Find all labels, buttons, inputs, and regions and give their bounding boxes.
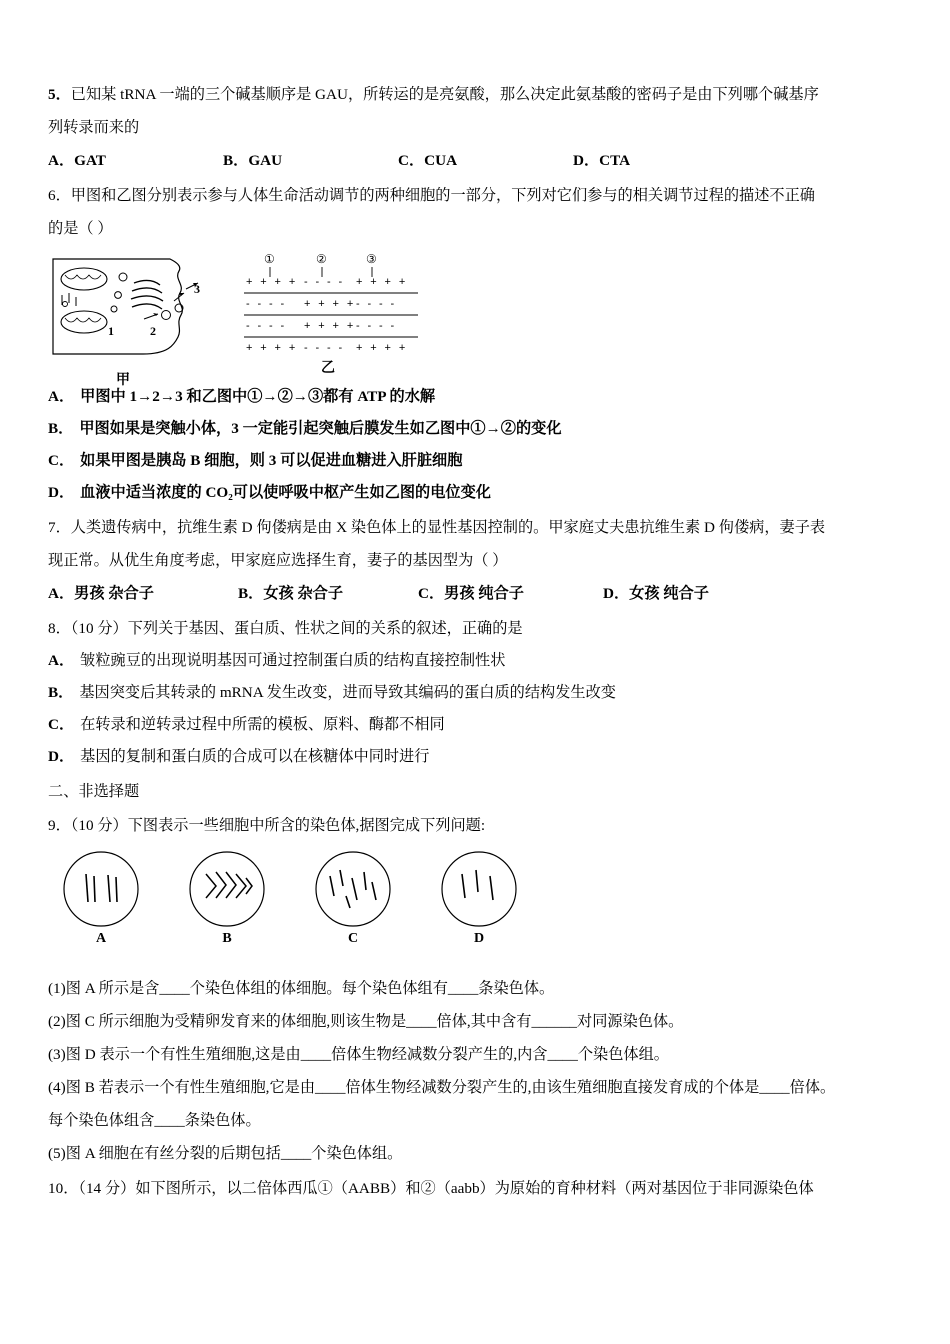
svg-text:①: ①: [264, 252, 275, 266]
question-10-number: 10．: [48, 1180, 79, 1197]
svg-text:- - - -: - - - -: [304, 342, 345, 354]
question-9-sub-2: (2)图 C 所示细胞为受精卵发育来的体细胞,则该生物是____倍体,其中含有______对同源染色体。: [48, 1013, 684, 1030]
question-5-option-a[interactable]: A．GAT: [48, 152, 106, 169]
question-9-figure: [48, 848, 910, 968]
question-9-sub-4-cont: 每个染色体组含____条染色体。: [48, 1112, 261, 1129]
cell-a-wrap: [54, 848, 148, 947]
question-6: [48, 179, 910, 509]
question-6-figure: [48, 249, 910, 388]
question-10-text: （14 分）如下图所示，以二倍体西瓜①（AABB）和②（aabb）为原始的育种材料（两对基因位于非同源染色体: [78, 1180, 814, 1197]
question-8-choice-d[interactable]: [48, 741, 910, 773]
question-9-stem-line: [48, 809, 910, 842]
question-6-choice-c-text: 如果甲图是胰岛 B 细胞，则 3 可以促进血糖进入肝脏细胞: [80, 452, 463, 469]
question-9-sub-5: (5)图 A 细胞在有丝分裂的后期包括____个染色体组。: [48, 1145, 403, 1162]
question-9-sub-3: (3)图 D 表示一个有性生殖细胞,这是由____倍体生物经减数分裂产生的,内含____个染色体组。: [48, 1046, 669, 1063]
question-6-choice-a-label: A．: [48, 388, 75, 405]
cell-label-c: C: [347, 931, 359, 946]
cell-label-b: B: [222, 931, 232, 946]
chromosome-cell-row: [54, 848, 910, 947]
question-6-text-1: 甲图和乙图分别表示参与人体生命活动调节的两种细胞的一部分，下列对它们参与的相关调节过程的描述不正确: [70, 187, 815, 204]
question-5-number: 5．: [48, 86, 71, 103]
question-5-line-2: 列转录而来的: [48, 119, 140, 136]
question-8: [48, 612, 910, 773]
svg-text:- - - -: - - - -: [356, 320, 397, 332]
question-5-options: [48, 144, 910, 177]
question-5-line-1: [48, 78, 910, 111]
cell-label-d: D: [473, 931, 485, 946]
question-6-choice-a-text: 甲图中 1→2→3 和乙图中①→②→③都有 ATP 的水解: [80, 388, 436, 405]
question-7-option-d[interactable]: D．女孩 纯合子: [603, 585, 709, 602]
question-6-line-2: 的是（ ）: [48, 220, 113, 237]
svg-text:②: ②: [316, 252, 327, 266]
cell-d-wrap: [432, 848, 526, 947]
question-7-option-a[interactable]: A．男孩 杂合子: [48, 585, 154, 602]
question-8-choice-c-text: 在转录和逆转录过程中所需的模板、原料、酶都不相同: [80, 716, 445, 733]
section-two-title: 二、非选择题: [48, 783, 140, 800]
svg-text:- - - -: - - - -: [246, 320, 287, 332]
question-7-text-1: 人类遗传病中，抗维生素 D 佝偻病是由 X 染色体上的显性基因控制的。甲家庭丈夫患抗维生素 D 佝偻病，妻子表: [70, 519, 826, 536]
question-7-options: [48, 577, 910, 610]
question-7-line-1: [48, 511, 910, 544]
question-8-choice-b-text: 基因突变后其转录的 mRNA 发生改变，进而导致其编码的蛋白质的结构发生改变: [79, 684, 616, 701]
svg-text:+ + + +: + + + +: [246, 276, 298, 288]
page-content: [48, 78, 910, 1207]
question-9-stem: （10 分）下图表示一些细胞中所含的染色体,据图完成下列问题:: [70, 817, 486, 834]
question-7-option-c[interactable]: C．男孩 纯合子: [418, 585, 524, 602]
svg-text:+ + + +: + + + +: [356, 342, 408, 354]
question-8-text-1: （10 分）下列关于基因、蛋白质、性状之间的关系的叙述，正确的是: [70, 620, 523, 637]
question-5-option-b[interactable]: B．GAU: [223, 152, 283, 169]
question-7-number: 7．: [48, 519, 71, 536]
question-5: [48, 78, 910, 177]
svg-text:③: ③: [366, 252, 377, 266]
svg-text:- - - -: - - - -: [356, 298, 397, 310]
figure-jia-caption: 甲: [116, 373, 130, 388]
question-8-choice-a-label: A．: [48, 652, 75, 669]
svg-text:- - - -: - - - -: [304, 276, 345, 288]
question-6-choice-c[interactable]: [48, 445, 910, 477]
question-9: [48, 809, 910, 1170]
svg-text:+ + + +: + + + +: [304, 320, 356, 332]
figure-jia-diagram: [48, 249, 228, 389]
question-5-option-d[interactable]: D．CTA: [573, 152, 631, 169]
cell-label-a: A: [95, 931, 107, 946]
question-8-choice-d-text: 基因的复制和蛋白质的合成可以在核糖体中同时进行: [80, 748, 430, 765]
question-6-choice-b[interactable]: [48, 413, 910, 445]
question-8-choice-a[interactable]: [48, 645, 910, 677]
question-8-choice-d-label: D．: [48, 748, 75, 765]
question-6-choice-c-label: C．: [48, 452, 75, 469]
question-8-choice-b-label: B．: [48, 684, 74, 701]
question-6-choice-b-label: B．: [48, 420, 74, 437]
question-7-line-2: 现正常。从优生角度考虑，甲家庭应选择生育，妻子的基因型为（ ）: [48, 552, 508, 569]
question-8-choice-a-text: 皱粒豌豆的出现说明基因可通过控制蛋白质的结构直接控制性状: [80, 652, 506, 669]
question-6-choice-d-label: D．: [48, 484, 75, 501]
svg-text:1: 1: [108, 324, 114, 338]
question-9-sub-4: (4)图 B 若表示一个有性生殖细胞,它是由____倍体生物经减数分裂产生的,由该生殖细胞直接发育成的个体是____倍体。: [48, 1079, 836, 1096]
cell-b-wrap: [180, 848, 274, 947]
question-6-choice-d-text: 血液中适当浓度的 CO₂可以使呼吸中枢产生如乙图的电位变化: [80, 484, 491, 501]
question-8-choice-c[interactable]: [48, 709, 910, 741]
question-6-choice-b-text: 甲图如果是突触小体，3 一定能引起突触后膜发生如乙图中①→②的变化: [79, 420, 562, 437]
svg-text:+ + + +: + + + +: [304, 298, 356, 310]
question-8-line-1: [48, 612, 910, 645]
svg-text:+ + + +: + + + +: [356, 276, 408, 288]
svg-text:3: 3: [194, 282, 200, 296]
question-10: [48, 1172, 910, 1205]
svg-text:- - - -: - - - -: [246, 298, 287, 310]
question-9-sub-1: (1)图 A 所示是含____个染色体组的体细胞。每个染色体组有____条染色体。: [48, 980, 555, 997]
svg-text:2: 2: [150, 324, 156, 338]
question-7-option-b[interactable]: B．女孩 杂合子: [238, 585, 344, 602]
question-6-number: 6．: [48, 187, 71, 204]
question-5-option-c[interactable]: C．CUA: [398, 152, 458, 169]
question-10-line-1: [48, 1172, 910, 1205]
figure-yi-caption: 乙: [321, 361, 335, 376]
question-8-choice-c-label: C．: [48, 716, 75, 733]
question-6-choice-d[interactable]: [48, 477, 910, 509]
question-9-number: 9．: [48, 817, 71, 834]
question-6-line-1: [48, 179, 910, 212]
svg-text:+ + + +: + + + +: [246, 342, 298, 354]
question-5-text-1: 已知某 tRNA 一端的三个碱基顺序是 GAU，所转运的是亮氨酸，那么决定此氨基酸的密码子是由下列哪个碱基序: [70, 86, 819, 103]
question-8-number: 8．: [48, 620, 71, 637]
cell-c-wrap: [306, 848, 400, 947]
question-8-choice-b[interactable]: [48, 677, 910, 709]
question-7: [48, 511, 910, 610]
figure-yi-diagram: [238, 249, 438, 377]
